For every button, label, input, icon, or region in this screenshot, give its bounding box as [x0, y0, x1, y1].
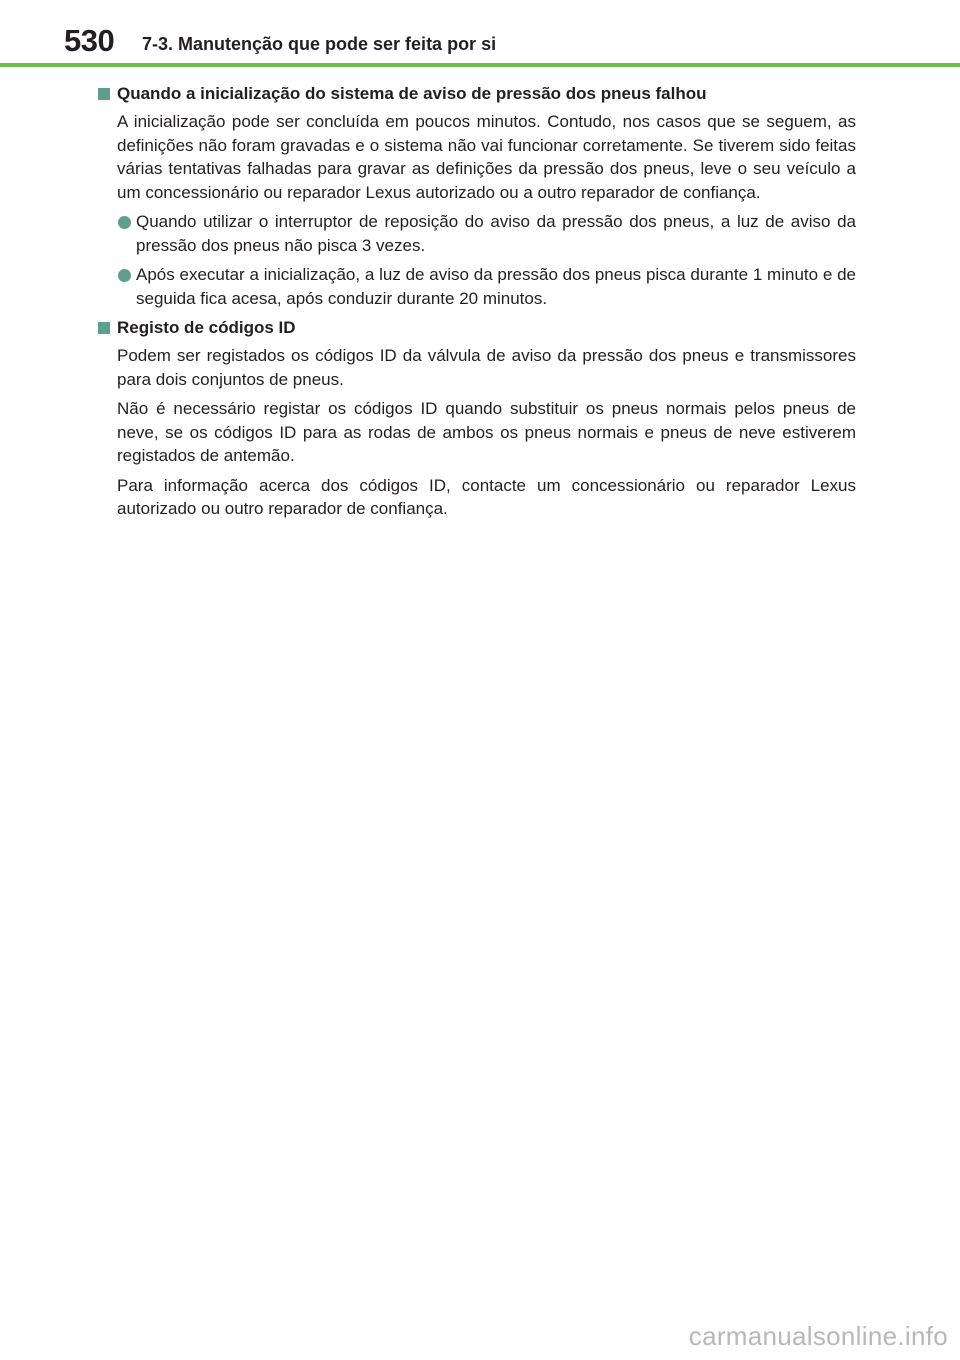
list-item-text: Quando utilizar o interruptor de reposição do aviso da pressão dos pneus, a luz de aviso da pressão dos pneus não pisca 3 vezes.	[136, 212, 856, 255]
heading-initialization-failed	[96, 82, 856, 106]
page-header	[0, 0, 960, 68]
paragraph: Podem ser registados os códigos ID da válvula de aviso da pressão dos pneus e transmissores para dois conjuntos de pneus.	[117, 346, 856, 389]
heading-id-code-registration	[96, 316, 856, 340]
header-divider	[0, 63, 960, 67]
paragraph: A inicialização pode ser concluída em poucos minutos. Contudo, nos casos que se seguem, as definições não foram gravadas e o sistema não vai funcionar corretamente. Se tiverem sido feitas várias tentativas falhadas para gravar as definições da pressão dos pneus, leve o seu veículo a um concessionário ou reparador Lexus autorizado ou a outro reparador de confiança.	[117, 112, 856, 202]
list-item	[117, 210, 856, 257]
paragraph: Para informação acerca dos códigos ID, contacte um concessionário ou reparador Lexus autorizado ou outro reparador de confiança.	[117, 475, 856, 518]
square-bullet-icon	[98, 88, 110, 100]
heading-text: Registo de códigos ID	[117, 318, 296, 337]
circle-bullet-icon	[118, 269, 131, 282]
page-content	[96, 78, 856, 527]
list-item	[117, 263, 856, 310]
page-number: 530	[64, 23, 115, 58]
paragraph: Não é necessário registar os códigos ID quando substituir os pneus normais pelos pneus de neve, se os códigos ID para as rodas de ambos os pneus normais e pneus de neve estiverem registados de antemão.	[117, 399, 856, 465]
section-title: 7-3. Manutenção que pode ser feita por si	[142, 34, 497, 54]
watermark: carmanualsonline.info	[688, 1321, 948, 1351]
circle-bullet-icon	[118, 216, 131, 229]
square-bullet-icon	[98, 322, 110, 334]
heading-text: Quando a inicialização do sistema de aviso de pressão dos pneus falhou	[117, 84, 707, 103]
list-item-text: Após executar a inicialização, a luz de aviso da pressão dos pneus pisca durante 1 minuto e de seguida fica acesa, após conduzir durante 20 minutos.	[136, 265, 856, 308]
